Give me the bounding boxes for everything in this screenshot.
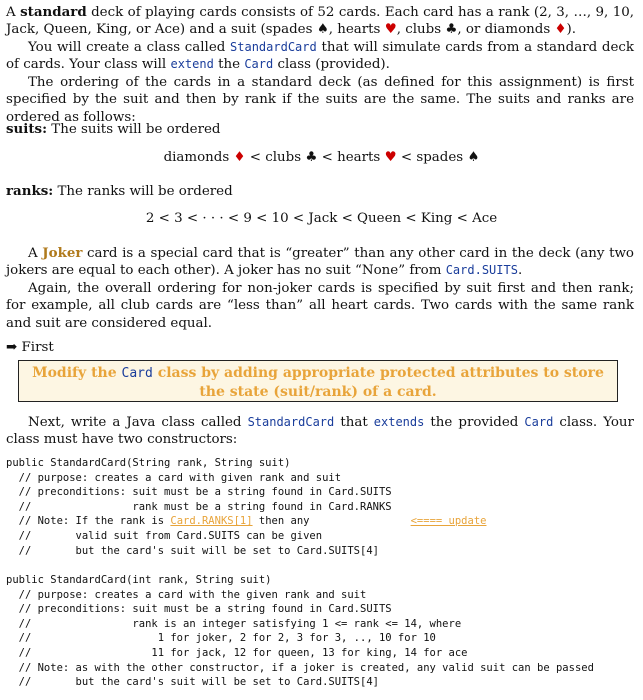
- code-line: // preconditions: suit must be a string found in Card.SUITS: [6, 486, 392, 499]
- text: .: [517, 263, 523, 279]
- next-paragraph: [6, 414, 634, 449]
- first-step: [6, 340, 54, 355]
- code-line: // but the card's suit will be set to Card.SUITS[4]: [6, 544, 379, 557]
- code-card-suits: Card.SUITS: [445, 263, 518, 278]
- text: , clubs ♣, or diamonds: [396, 22, 551, 38]
- code-line: // rank must be a string found in Card.RANKS: [6, 500, 392, 513]
- ranks-link[interactable]: Card.RANKS[1]: [170, 515, 253, 528]
- text: that: [340, 415, 368, 430]
- constructor2-code: [6, 573, 594, 690]
- code-line: // purpose: creates a card with the given rank and suit: [6, 588, 367, 601]
- code-card: Card: [244, 57, 274, 72]
- ranks-heading: [6, 183, 634, 200]
- ranks-label: ranks:: [6, 183, 54, 199]
- text: class by adding appropriate protected attributes to store the state (suit/rank) of a card.: [157, 365, 604, 400]
- text: // Note: If the rank is: [6, 515, 171, 528]
- code-line: // but the card's suit will be set to Card.SUITS[4]: [6, 676, 379, 689]
- code-line: public StandardCard(int rank, String suit): [6, 574, 272, 586]
- text: A: [28, 246, 38, 261]
- code-line: // Note: as with the other constructor, if a joker is created, any valid suit can be passed: [6, 661, 594, 674]
- code-extends: extends: [373, 415, 425, 429]
- joker-paragraph: [6, 245, 634, 280]
- ordering-paragraph: The ordering of the cards in a standard deck (as defined for this assignment) is first specified by the suit and then by rank if the suits are the same. The suits and ranks are ordered as follows:: [6, 75, 634, 125]
- code-line: // preconditions: suit must be a string found in Card.SUITS: [6, 603, 392, 616]
- first-label: First: [21, 340, 54, 355]
- arrow-icon: ➡: [6, 340, 18, 355]
- text: You will create a class called: [28, 40, 226, 55]
- diamond-icon: ♦: [233, 150, 246, 165]
- text: card is a special card that is “greater” than any other card in the deck (any two jokers are equal to each other). A joker has no suit “None” from: [6, 246, 634, 279]
- suits-order: [0, 150, 643, 165]
- text: ).: [566, 22, 577, 38]
- intro-paragraph: [6, 4, 634, 39]
- suits-label: suits:: [6, 121, 48, 137]
- task-box: [18, 360, 618, 402]
- text: A: [6, 5, 16, 20]
- text: the provided: [430, 415, 519, 430]
- text: diamonds: [163, 150, 230, 165]
- text: the: [218, 57, 241, 73]
- suits-heading: [6, 121, 634, 138]
- code-standardcard: StandardCard: [230, 40, 317, 54]
- text: that will simulate cards from a standard deck of cards. Your class will: [6, 40, 634, 73]
- constructor1-code: [6, 456, 486, 558]
- diamond-icon: ♦: [554, 22, 567, 38]
- code-extend: extend: [170, 57, 214, 72]
- text: Next, write a Java class called: [28, 415, 242, 430]
- code-line: // valid suit from Card.SUITS can be given: [6, 529, 323, 542]
- class-paragraph: [6, 39, 634, 74]
- code-card: Card: [524, 415, 554, 429]
- code-line: // purpose: creates a card with given rank and suit: [6, 471, 342, 484]
- text: Modify the: [32, 365, 117, 381]
- text: class. Your class must have two constructors:: [6, 415, 634, 448]
- text: then any: [252, 515, 411, 528]
- heart-icon: ♥: [384, 150, 397, 165]
- code-line: // 11 for jack, 12 for queen, 13 for king, 14 for ace: [6, 646, 468, 659]
- update-marker: <==== update: [410, 515, 487, 528]
- code-line: // 1 for joker, 2 for 2, 3 for 3, .., 10 for 10: [6, 632, 436, 645]
- code-line: [6, 514, 486, 529]
- ranks-order: 2 < 3 < · · · < 9 < 10 < Jack < Queen < King < Ace: [145, 211, 498, 226]
- text: deck of playing cards consists of 52 cards. Each card has a rank (2, 3, …, 9, 10, Jack, Queen, King, or Ace) and a suit (spades ♠, hearts: [6, 5, 634, 38]
- text: < clubs ♣ < hearts: [249, 150, 381, 165]
- text: The suits will be ordered: [51, 122, 221, 137]
- code-line: // rank is an integer satisfying 1 <= rank <= 14, where: [6, 617, 462, 630]
- heart-icon: ♥: [384, 22, 397, 38]
- ordering-note-paragraph: Again, the overall ordering for non-joker cards is specified by suit first and then rank; for example, all club cards are “less than” all heart cards. Two cards with the same rank and suit are considered equal.: [6, 281, 634, 331]
- code-card: Card: [121, 366, 153, 381]
- text: < spades ♠: [400, 150, 480, 165]
- text: The ranks will be ordered: [57, 184, 233, 199]
- bold-standard: standard: [20, 4, 87, 20]
- text: class (provided).: [277, 57, 390, 73]
- code-line: public StandardCard(String rank, String suit): [6, 457, 291, 469]
- code-standardcard: StandardCard: [247, 415, 335, 429]
- bold-joker: Joker: [42, 245, 83, 261]
